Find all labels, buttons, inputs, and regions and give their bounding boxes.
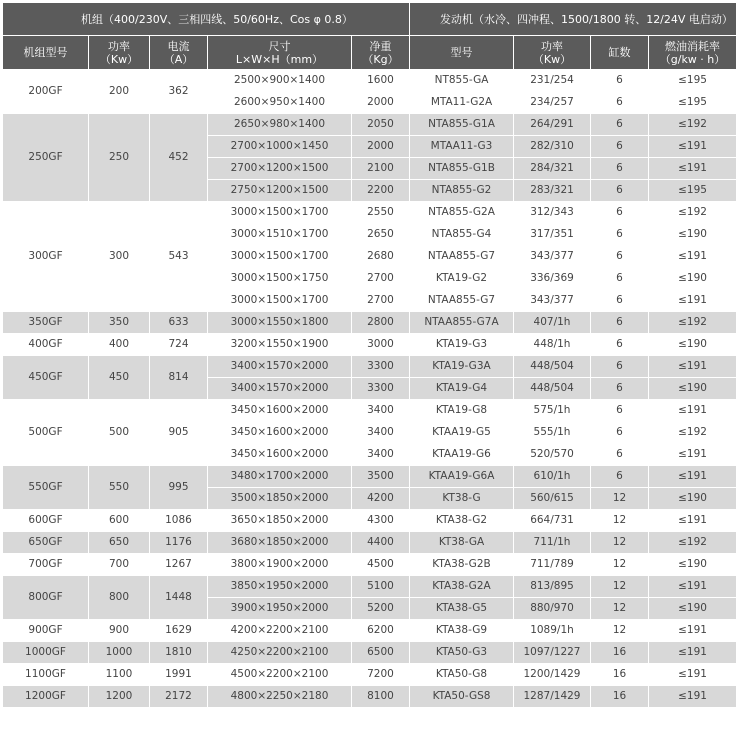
fuel-cell: ≤192 [649, 114, 737, 136]
fuel-cell: ≤190 [649, 378, 737, 400]
power-cell: 350 [89, 312, 150, 334]
weight-cell: 2000 [352, 92, 410, 114]
cylinders-cell: 6 [591, 246, 649, 268]
col-header-engine-model: 型号 [410, 36, 514, 70]
size-cell: 3000×1500×1700 [208, 246, 352, 268]
cylinders-cell: 6 [591, 290, 649, 312]
fuel-cell: ≤191 [649, 136, 737, 158]
table-row [3, 400, 737, 422]
col-header-weight: 净重 （Kg） [352, 36, 410, 70]
size-cell: 2650×980×1400 [208, 114, 352, 136]
current-cell: 724 [150, 334, 208, 356]
power-cell: 900 [89, 620, 150, 642]
weight-cell: 2800 [352, 312, 410, 334]
cylinders-cell: 12 [591, 620, 649, 642]
weight-cell: 1600 [352, 70, 410, 92]
fuel-cell: ≤191 [649, 620, 737, 642]
weight-cell: 3400 [352, 444, 410, 466]
table-body [3, 70, 737, 708]
table-row [3, 356, 737, 378]
model-cell: 200GF [3, 70, 89, 114]
power-cell: 550 [89, 466, 150, 510]
cylinders-cell: 6 [591, 158, 649, 180]
model-cell: 350GF [3, 312, 89, 334]
current-cell: 633 [150, 312, 208, 334]
engine-power-cell: 317/351 [514, 224, 591, 246]
current-cell: 1991 [150, 664, 208, 686]
cylinders-cell: 6 [591, 224, 649, 246]
table-row [3, 466, 737, 488]
engine-model-cell: NTA855-G2 [410, 180, 514, 202]
fuel-cell: ≤192 [649, 312, 737, 334]
cylinders-cell: 16 [591, 686, 649, 708]
table-row [3, 202, 737, 224]
weight-cell: 2100 [352, 158, 410, 180]
cylinders-cell: 6 [591, 180, 649, 202]
size-cell: 3450×1600×2000 [208, 400, 352, 422]
power-cell: 600 [89, 510, 150, 532]
size-cell: 3450×1600×2000 [208, 422, 352, 444]
size-cell: 2750×1200×1500 [208, 180, 352, 202]
col-header-model: 机组型号 [3, 36, 89, 70]
cylinders-cell: 6 [591, 92, 649, 114]
weight-cell: 3400 [352, 400, 410, 422]
engine-power-cell: 664/731 [514, 510, 591, 532]
fuel-cell: ≤195 [649, 92, 737, 114]
engine-model-cell: KTAA19-G6 [410, 444, 514, 466]
engine-model-cell: KTAA19-G5 [410, 422, 514, 444]
size-cell: 4500×2200×2100 [208, 664, 352, 686]
fuel-cell: ≤190 [649, 488, 737, 510]
engine-model-cell: KTA38-G5 [410, 598, 514, 620]
engine-power-cell: 610/1h [514, 466, 591, 488]
model-cell: 300GF [3, 202, 89, 312]
size-cell: 3480×1700×2000 [208, 466, 352, 488]
current-cell: 1810 [150, 642, 208, 664]
genset-spec-table [2, 2, 737, 708]
engine-model-cell: KTA50-G8 [410, 664, 514, 686]
size-cell: 3800×1900×2000 [208, 554, 352, 576]
engine-power-cell: 264/291 [514, 114, 591, 136]
engine-model-cell: KTA50-GS8 [410, 686, 514, 708]
size-cell: 2700×1000×1450 [208, 136, 352, 158]
weight-cell: 5200 [352, 598, 410, 620]
engine-model-cell: NTAA855-G7 [410, 290, 514, 312]
engine-model-cell: KTAA19-G6A [410, 466, 514, 488]
table-row [3, 532, 737, 554]
cylinders-cell: 6 [591, 334, 649, 356]
size-cell: 3680×1850×2000 [208, 532, 352, 554]
engine-power-cell: 1089/1h [514, 620, 591, 642]
model-cell: 800GF [3, 576, 89, 620]
engine-model-cell: NTAA855-G7 [410, 246, 514, 268]
engine-power-cell: 1200/1429 [514, 664, 591, 686]
table-row [3, 70, 737, 92]
engine-model-cell: NTAA855-G7A [410, 312, 514, 334]
size-cell: 3400×1570×2000 [208, 356, 352, 378]
cylinders-cell: 12 [591, 554, 649, 576]
size-cell: 3000×1500×1700 [208, 290, 352, 312]
weight-cell: 5100 [352, 576, 410, 598]
cylinders-cell: 6 [591, 114, 649, 136]
size-cell: 3450×1600×2000 [208, 444, 352, 466]
current-cell: 1629 [150, 620, 208, 642]
current-cell: 1176 [150, 532, 208, 554]
engine-power-cell: 231/254 [514, 70, 591, 92]
table-row [3, 114, 737, 136]
cylinders-cell: 12 [591, 488, 649, 510]
engine-model-cell: MTAA11-G3 [410, 136, 514, 158]
fuel-cell: ≤190 [649, 334, 737, 356]
current-cell: 905 [150, 400, 208, 466]
engine-model-cell: MTA11-G2A [410, 92, 514, 114]
weight-cell: 3300 [352, 356, 410, 378]
table-row [3, 312, 737, 334]
cylinders-cell: 16 [591, 664, 649, 686]
fuel-cell: ≤191 [649, 158, 737, 180]
engine-model-cell: KTA19-G3 [410, 334, 514, 356]
current-cell: 2172 [150, 686, 208, 708]
col-header-cylinders: 缸数 [591, 36, 649, 70]
size-cell: 4200×2200×2100 [208, 620, 352, 642]
engine-model-cell: KTA38-G2 [410, 510, 514, 532]
model-cell: 600GF [3, 510, 89, 532]
col-header-current: 电流 （A） [150, 36, 208, 70]
weight-cell: 3000 [352, 334, 410, 356]
engine-model-cell: KT38-GA [410, 532, 514, 554]
engine-power-cell: 343/377 [514, 290, 591, 312]
size-cell: 3900×1950×2000 [208, 598, 352, 620]
weight-cell: 2650 [352, 224, 410, 246]
cylinders-cell: 16 [591, 642, 649, 664]
power-cell: 1200 [89, 686, 150, 708]
size-cell: 4250×2200×2100 [208, 642, 352, 664]
current-cell: 1448 [150, 576, 208, 620]
genset-group-header: 机组（400/230V、三相四线、50/60Hz、Cos φ 0.8） [3, 3, 410, 36]
engine-power-cell: 560/615 [514, 488, 591, 510]
table-row [3, 686, 737, 708]
model-cell: 650GF [3, 532, 89, 554]
weight-cell: 2050 [352, 114, 410, 136]
model-cell: 1100GF [3, 664, 89, 686]
engine-power-cell: 407/1h [514, 312, 591, 334]
weight-cell: 2680 [352, 246, 410, 268]
engine-model-cell: KTA38-G2B [410, 554, 514, 576]
engine-power-cell: 1287/1429 [514, 686, 591, 708]
engine-model-cell: KTA38-G9 [410, 620, 514, 642]
power-cell: 200 [89, 70, 150, 114]
cylinders-cell: 6 [591, 268, 649, 290]
model-cell: 1000GF [3, 642, 89, 664]
size-cell: 3650×1850×2000 [208, 510, 352, 532]
weight-cell: 2700 [352, 290, 410, 312]
power-cell: 400 [89, 334, 150, 356]
fuel-cell: ≤192 [649, 532, 737, 554]
size-cell: 2600×950×1400 [208, 92, 352, 114]
table-row [3, 576, 737, 598]
engine-power-cell: 284/321 [514, 158, 591, 180]
engine-model-cell: NTA855-G1A [410, 114, 514, 136]
col-header-fuel: 燃油消耗率 （g/kw · h） [649, 36, 737, 70]
current-cell: 1086 [150, 510, 208, 532]
engine-model-cell: KTA19-G3A [410, 356, 514, 378]
fuel-cell: ≤191 [649, 576, 737, 598]
power-cell: 450 [89, 356, 150, 400]
power-cell: 1100 [89, 664, 150, 686]
engine-power-cell: 336/369 [514, 268, 591, 290]
size-cell: 3000×1500×1750 [208, 268, 352, 290]
weight-cell: 8100 [352, 686, 410, 708]
weight-cell: 2700 [352, 268, 410, 290]
power-cell: 250 [89, 114, 150, 202]
cylinders-cell: 6 [591, 422, 649, 444]
engine-power-cell: 813/895 [514, 576, 591, 598]
col-header-engine-power: 功率 （Kw） [514, 36, 591, 70]
fuel-cell: ≤191 [649, 466, 737, 488]
current-cell: 362 [150, 70, 208, 114]
cylinders-cell: 12 [591, 532, 649, 554]
weight-cell: 2550 [352, 202, 410, 224]
weight-cell: 2200 [352, 180, 410, 202]
engine-power-cell: 711/1h [514, 532, 591, 554]
engine-power-cell: 711/789 [514, 554, 591, 576]
engine-model-cell: NTA855-G4 [410, 224, 514, 246]
size-cell: 3200×1550×1900 [208, 334, 352, 356]
table-row [3, 620, 737, 642]
col-header-size: 尺寸 L×W×H（mm） [208, 36, 352, 70]
size-cell: 4800×2250×2180 [208, 686, 352, 708]
model-cell: 450GF [3, 356, 89, 400]
size-cell: 3000×1500×1700 [208, 202, 352, 224]
fuel-cell: ≤190 [649, 268, 737, 290]
col-header-power: 功率 （Kw） [89, 36, 150, 70]
weight-cell: 6200 [352, 620, 410, 642]
cylinders-cell: 6 [591, 136, 649, 158]
engine-power-cell: 282/310 [514, 136, 591, 158]
model-cell: 550GF [3, 466, 89, 510]
engine-power-cell: 234/257 [514, 92, 591, 114]
engine-power-cell: 448/504 [514, 356, 591, 378]
engine-model-cell: KT38-G [410, 488, 514, 510]
size-cell: 3000×1550×1800 [208, 312, 352, 334]
engine-model-cell: KTA19-G8 [410, 400, 514, 422]
current-cell: 1267 [150, 554, 208, 576]
weight-cell: 4500 [352, 554, 410, 576]
model-cell: 250GF [3, 114, 89, 202]
size-cell: 3850×1950×2000 [208, 576, 352, 598]
model-cell: 500GF [3, 400, 89, 466]
fuel-cell: ≤195 [649, 180, 737, 202]
cylinders-cell: 6 [591, 466, 649, 488]
size-cell: 2500×900×1400 [208, 70, 352, 92]
power-cell: 500 [89, 400, 150, 466]
weight-cell: 3500 [352, 466, 410, 488]
cylinders-cell: 6 [591, 202, 649, 224]
weight-cell: 4300 [352, 510, 410, 532]
engine-model-cell: KTA19-G4 [410, 378, 514, 400]
fuel-cell: ≤191 [649, 686, 737, 708]
engine-model-cell: NTA855-G2A [410, 202, 514, 224]
fuel-cell: ≤191 [649, 290, 737, 312]
cylinders-cell: 6 [591, 444, 649, 466]
engine-power-cell: 283/321 [514, 180, 591, 202]
weight-cell: 3300 [352, 378, 410, 400]
weight-cell: 7200 [352, 664, 410, 686]
table-row [3, 642, 737, 664]
fuel-cell: ≤195 [649, 70, 737, 92]
cylinders-cell: 6 [591, 356, 649, 378]
size-cell: 3400×1570×2000 [208, 378, 352, 400]
engine-power-cell: 575/1h [514, 400, 591, 422]
cylinders-cell: 6 [591, 400, 649, 422]
model-cell: 900GF [3, 620, 89, 642]
cylinders-cell: 12 [591, 510, 649, 532]
fuel-cell: ≤192 [649, 202, 737, 224]
weight-cell: 2000 [352, 136, 410, 158]
fuel-cell: ≤191 [649, 664, 737, 686]
size-cell: 2700×1200×1500 [208, 158, 352, 180]
current-cell: 452 [150, 114, 208, 202]
power-cell: 700 [89, 554, 150, 576]
power-cell: 650 [89, 532, 150, 554]
cylinders-cell: 6 [591, 312, 649, 334]
fuel-cell: ≤191 [649, 400, 737, 422]
table-row [3, 664, 737, 686]
engine-model-cell: NTA855-G1B [410, 158, 514, 180]
engine-model-cell: NT855-GA [410, 70, 514, 92]
cylinders-cell: 12 [591, 598, 649, 620]
engine-power-cell: 312/343 [514, 202, 591, 224]
table-row [3, 334, 737, 356]
engine-model-cell: KTA19-G2 [410, 268, 514, 290]
cylinders-cell: 12 [591, 576, 649, 598]
engine-power-cell: 448/504 [514, 378, 591, 400]
fuel-cell: ≤190 [649, 598, 737, 620]
current-cell: 543 [150, 202, 208, 312]
model-cell: 1200GF [3, 686, 89, 708]
weight-cell: 6500 [352, 642, 410, 664]
power-cell: 1000 [89, 642, 150, 664]
engine-model-cell: KTA38-G2A [410, 576, 514, 598]
weight-cell: 4400 [352, 532, 410, 554]
cylinders-cell: 6 [591, 70, 649, 92]
engine-power-cell: 555/1h [514, 422, 591, 444]
engine-power-cell: 343/377 [514, 246, 591, 268]
fuel-cell: ≤192 [649, 422, 737, 444]
engine-group-header: 发动机（水冷、四冲程、1500/1800 转、12/24V 电启动） [410, 3, 737, 36]
current-cell: 995 [150, 466, 208, 510]
fuel-cell: ≤191 [649, 356, 737, 378]
power-cell: 800 [89, 576, 150, 620]
power-cell: 300 [89, 202, 150, 312]
current-cell: 814 [150, 356, 208, 400]
engine-power-cell: 448/1h [514, 334, 591, 356]
model-cell: 400GF [3, 334, 89, 356]
fuel-cell: ≤191 [649, 642, 737, 664]
engine-power-cell: 1097/1227 [514, 642, 591, 664]
model-cell: 700GF [3, 554, 89, 576]
size-cell: 3500×1850×2000 [208, 488, 352, 510]
fuel-cell: ≤191 [649, 246, 737, 268]
cylinders-cell: 6 [591, 378, 649, 400]
fuel-cell: ≤191 [649, 510, 737, 532]
table-row [3, 510, 737, 532]
fuel-cell: ≤190 [649, 224, 737, 246]
size-cell: 3000×1510×1700 [208, 224, 352, 246]
fuel-cell: ≤191 [649, 444, 737, 466]
fuel-cell: ≤190 [649, 554, 737, 576]
engine-power-cell: 520/570 [514, 444, 591, 466]
engine-model-cell: KTA50-G3 [410, 642, 514, 664]
table-row [3, 554, 737, 576]
weight-cell: 4200 [352, 488, 410, 510]
weight-cell: 3400 [352, 422, 410, 444]
engine-power-cell: 880/970 [514, 598, 591, 620]
